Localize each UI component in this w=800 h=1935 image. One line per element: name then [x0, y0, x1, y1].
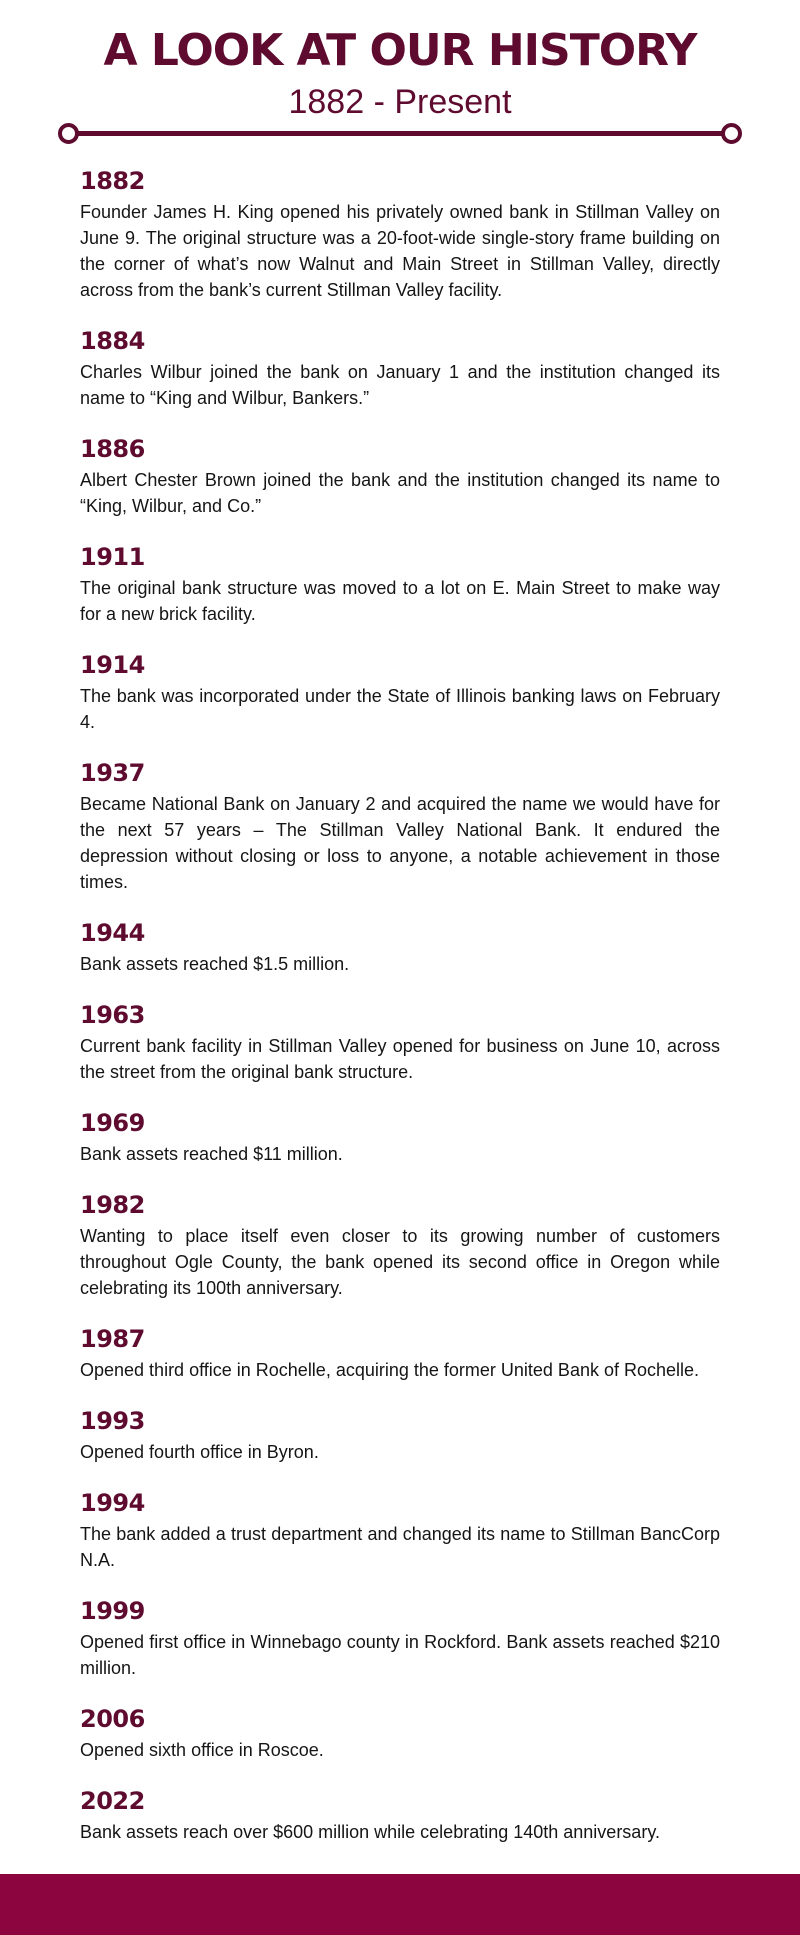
timeline-entry	[80, 1784, 720, 1845]
timeline-entry	[80, 1106, 720, 1167]
timeline-description: The bank added a trust department and changed its name to Stillman BancCorp N.A.	[80, 1524, 720, 1570]
divider-start-circle-icon	[58, 123, 79, 144]
timeline-year: 1911	[80, 543, 145, 571]
timeline-entry	[80, 1322, 720, 1383]
timeline-entry	[80, 756, 720, 895]
timeline-entry	[80, 1702, 720, 1763]
timeline-description: Opened third office in Rochelle, acquiring the former United Bank of Rochelle.	[80, 1360, 700, 1380]
page-header	[0, 0, 800, 150]
timeline-description: Wanting to place itself even closer to its growing number of customers throughout Ogle County, the bank opened its second office in Oregon while celebrating its 100th anniversary.	[80, 1226, 720, 1298]
timeline-year: 1886	[80, 435, 145, 463]
timeline-entry	[80, 1486, 720, 1573]
timeline-description: Bank assets reached $1.5 million.	[80, 954, 350, 974]
timeline-entry	[80, 432, 720, 519]
timeline-entry	[80, 1594, 720, 1681]
timeline-entry	[80, 1188, 720, 1301]
timeline-description: Charles Wilbur joined the bank on January 1 and the institution changed its name to “King and Wilbur, Bankers.”	[80, 362, 720, 408]
timeline-description: Bank assets reached $11 million.	[80, 1144, 343, 1164]
timeline-entry	[80, 916, 720, 977]
timeline-year: 1982	[80, 1191, 145, 1219]
timeline-entry	[80, 540, 720, 627]
timeline-year: 1914	[80, 651, 145, 679]
timeline-entry	[80, 998, 720, 1085]
footer-band	[0, 1874, 800, 1935]
timeline-year: 1994	[80, 1489, 145, 1517]
timeline-description: Albert Chester Brown joined the bank and the institution changed its name to “King, Wilbur, and Co.”	[80, 470, 720, 516]
timeline-description: The bank was incorporated under the State of Illinois banking laws on February 4.	[80, 686, 720, 732]
timeline-year: 1987	[80, 1325, 145, 1353]
timeline-year: 1969	[80, 1109, 145, 1137]
timeline-description: Became National Bank on January 2 and acquired the name we would have for the next 57 years – The Stillman Valley National Bank. It endured the depression without closing or loss to anyone, a notable achievement in those times.	[80, 794, 720, 892]
timeline-entry	[80, 324, 720, 411]
timeline-year: 1937	[80, 759, 145, 787]
timeline-description: Bank assets reach over $600 million while celebrating 140th anniversary.	[80, 1822, 660, 1842]
timeline-list	[80, 164, 720, 1866]
page-title: A LOOK AT OUR HISTORY	[103, 25, 697, 76]
timeline-year: 1993	[80, 1407, 145, 1435]
timeline-description: Founder James H. King opened his privately owned bank in Stillman Valley on June 9. The original structure was a 20-foot-wide single-story frame building on the corner of what’s now Walnut and Main Street in Stillman Valley, directly across from the bank’s current Stillman Valley facility.	[80, 202, 720, 300]
timeline-year: 1884	[80, 327, 145, 355]
timeline-description: Opened first office in Winnebago county in Rockford. Bank assets reached $210 million.	[80, 1632, 720, 1678]
timeline-divider	[58, 123, 742, 143]
timeline-year: 2006	[80, 1705, 145, 1733]
divider-line	[74, 131, 726, 136]
timeline-description: The original bank structure was moved to a lot on E. Main Street to make way for a new brick facility.	[80, 578, 720, 624]
timeline-entry	[80, 648, 720, 735]
page-subtitle: 1882 - Present	[288, 83, 512, 121]
timeline-entry	[80, 1404, 720, 1465]
timeline-description: Opened sixth office in Roscoe.	[80, 1740, 324, 1760]
timeline-year: 1882	[80, 167, 145, 195]
timeline-year: 1963	[80, 1001, 145, 1029]
timeline-entry	[80, 164, 720, 303]
divider-end-circle-icon	[721, 123, 742, 144]
timeline-description: Opened fourth office in Byron.	[80, 1442, 319, 1462]
timeline-year: 2022	[80, 1787, 145, 1815]
timeline-description: Current bank facility in Stillman Valley opened for business on June 10, across the street from the original bank structure.	[80, 1036, 720, 1082]
timeline-year: 1944	[80, 919, 145, 947]
timeline-year: 1999	[80, 1597, 145, 1625]
